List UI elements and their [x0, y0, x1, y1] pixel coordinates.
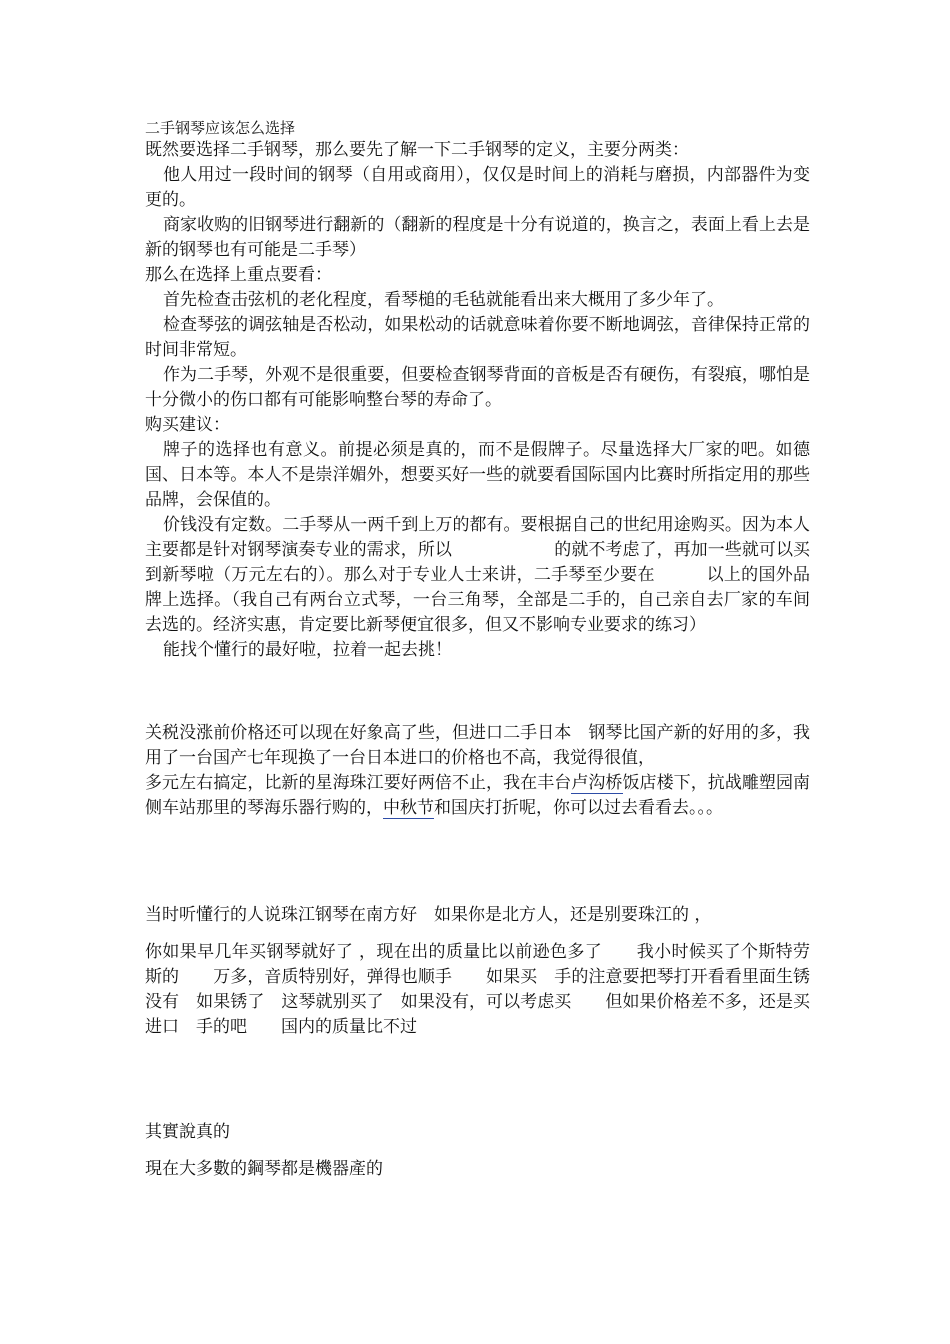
focus-point: 首先检查击弦机的老化程度，看琴槌的毛毡就能看出来大概用了多少年了。	[163, 290, 724, 310]
spacer	[145, 1145, 810, 1157]
document-title: 二手钢琴应该怎么选择	[145, 119, 296, 137]
intro-paragraph: 既然要选择二手钢琴，那么要先了解一下二手钢琴的定义，主要分两类：	[145, 140, 689, 160]
reply-text: 和国庆打折呢，你可以过去看看去。。。	[434, 798, 723, 818]
focus-point: 作为二手琴，外观不是很重要，但要检查钢琴背面的音板是否有硬伤，有裂痕，哪怕是十分微小的伤口都有可能影响整台琴的寿命了。	[145, 365, 810, 410]
spacer	[145, 1040, 810, 1120]
reply-text: 饭店楼下，抗战雕塑园南侧车站那里的琴海乐器行购的，	[145, 773, 811, 818]
mid-autumn-link[interactable]: 中秋节	[383, 798, 434, 818]
reply-paragraph: 其實說真的	[145, 1122, 230, 1142]
type-item: 商家收购的旧钢琴进行翻新的（翻新的程度是十分有说道的，换言之，表面上看上去是新的钢琴也有可能是二手琴）	[145, 215, 810, 260]
reply-paragraph: 現在大多數的鋼琴都是機器產的	[145, 1159, 383, 1179]
lugouqiao-link[interactable]: 卢沟桥	[571, 773, 623, 793]
focus-heading: 那么在选择上重点要看：	[145, 265, 332, 285]
spacer	[145, 928, 810, 940]
document-body	[145, 118, 810, 1182]
type-item: 他人用过一段时间的钢琴（自用或商用），仅仅是时间上的消耗与磨损，内部器件为变更的。	[145, 165, 810, 210]
advice-point: 牌子的选择也有意义。前提必须是真的，而不是假牌子。尽量选择大厂家的吧。如德国、日本等。本人不是崇洋媚外，想要买好一些的就要看国际国内比赛时所指定用的那些品牌，会保值的。	[145, 440, 810, 510]
reply-paragraph	[145, 721, 810, 821]
reply-text: 多元左右搞定，比新的星海珠江要好两倍不止，我在丰台	[145, 773, 572, 793]
focus-point: 检查琴弦的调弦轴是否松动，如果松动的话就意味着你要不断地调弦，音律保持正常的时间非常短。	[145, 315, 810, 360]
spacer	[145, 663, 810, 721]
advice-point: 价钱没有定数。二手琴从一两千到上万的都有。要根据自己的世纪用途购买。因为本人主要都是针对钢琴演奏专业的需求，所以 的就不考虑了，再加一些就可以买到新琴啦（万元左右的）。那么对于专业人士来讲，二手琴至少要在 以上的国外品牌上选择。（我自己有两台立式琴，一台三角琴，全部是二手的，自己亲自去厂家的车间去选的。经济实惠，肯定要比新琴便宜很多，但又不影响专业要求的练习）	[145, 515, 810, 635]
advice-point: 能找个懂行的最好啦，拉着一起去挑！	[163, 640, 452, 660]
reply-text: 关税没涨前价格还可以现在好象高了些，但进口二手日本 钢琴比国产新的好用的多，我用了一台国产七年现换了一台日本进口的价格也不高，我觉得很值，	[145, 723, 810, 768]
advice-heading: 购买建议：	[145, 415, 230, 435]
spacer	[145, 821, 810, 903]
reply-paragraph: 当时听懂行的人说珠江钢琴在南方好 如果你是北方人，还是别要珠江的 ，	[145, 905, 712, 925]
reply-paragraph: 你如果早几年买钢琴就好了 ，现在出的质量比以前逊色多了 我小时候买了个斯特劳斯的 万多，音质特别好，弹得也顺手 如果买 手的注意要把琴打开看看里面生锈没有 如果锈了 这琴就别买了 如果没有，可以考虑买 但如果价格差不多，还是买进口 手的吧 国内的质量比不过	[145, 942, 810, 1037]
